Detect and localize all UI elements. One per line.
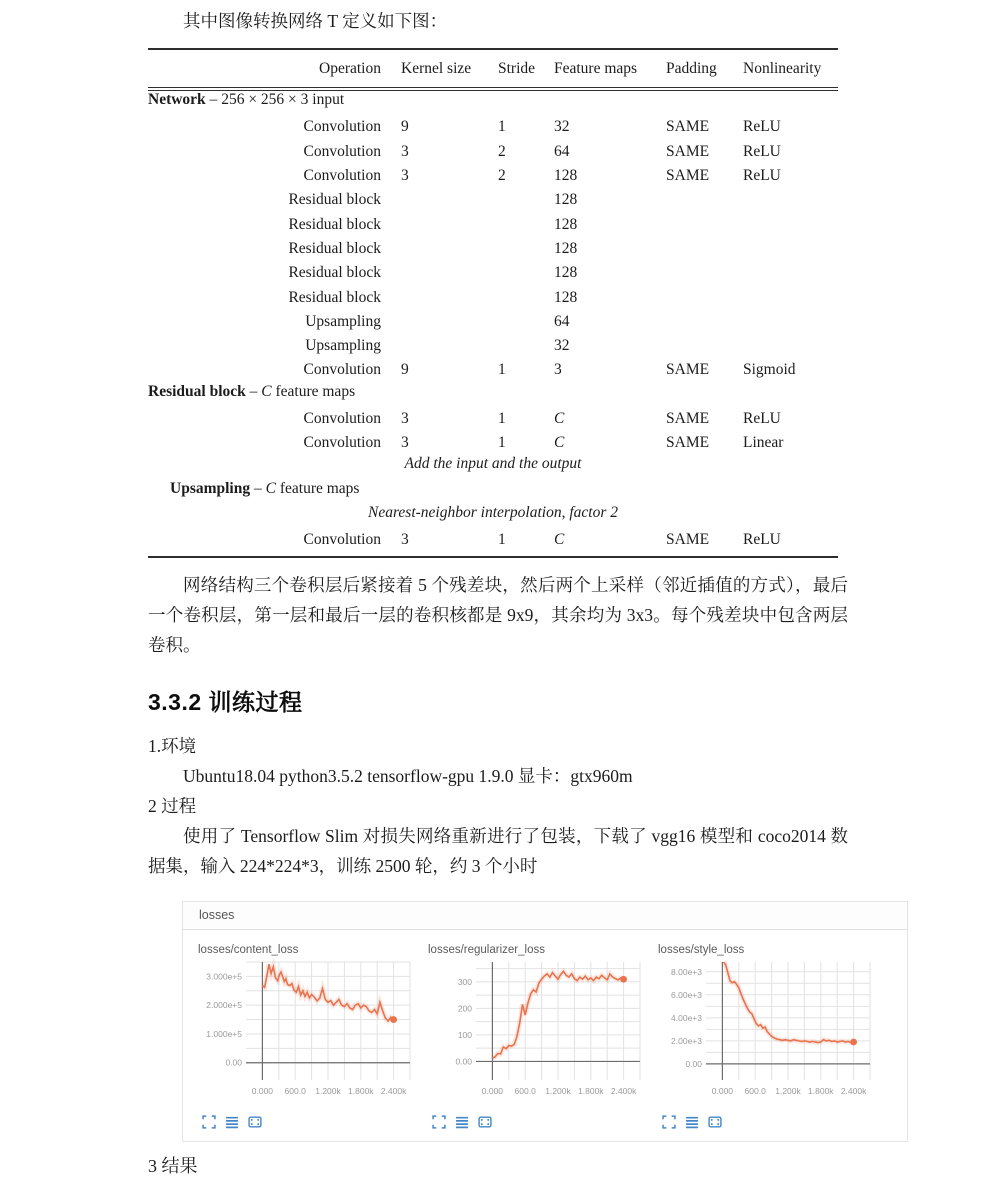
table-cell: Linear [743,434,784,452]
table-cell: 3 [554,361,562,379]
svg-text:1.800k: 1.800k [348,1085,374,1096]
table-header-cell: Padding [666,59,717,77]
table-cell: 32 [554,337,570,355]
table-section-row: Upsampling – C feature maps [170,479,360,497]
table-cell: Convolution [303,118,381,136]
table-cell: 128 [554,191,578,209]
table-cell: 3 [401,531,409,549]
svg-text:8.00e+3: 8.00e+3 [671,966,702,977]
table-cell: SAME [666,434,710,452]
table-cell: ReLU [743,142,781,160]
svg-text:600.0: 600.0 [514,1085,536,1096]
fit-domain-icon[interactable] [248,1115,262,1129]
loss-line-chart [426,958,646,1106]
table-row [148,431,838,455]
environment-label: 1.环境 [148,735,197,756]
svg-text:6.00e+3: 6.00e+3 [671,989,702,1000]
loss-line-chart [656,958,876,1106]
table-cell: Convolution [303,167,381,185]
table-cell: 128 [554,264,578,282]
table-header-cell: Nonlinearity [743,59,822,77]
table-section-row: Network – 256 × 256 × 3 input [148,91,345,108]
network-architecture-table [148,48,838,558]
last-point-marker [390,1016,397,1023]
environment-detail: Ubuntu18.04 python3.5.2 tensorflow-gpu 1.9.0 显卡：gtx960m [183,765,633,786]
chart-title: losses/regularizer_loss [428,943,545,956]
svg-text:600.0: 600.0 [744,1085,766,1096]
table-cell: Convolution [303,361,381,379]
svg-text:100: 100 [457,1029,472,1040]
table-cell: ReLU [743,118,781,136]
table-row [148,115,838,139]
svg-text:2.400k: 2.400k [610,1085,637,1096]
tensorboard-chart-cards [183,930,907,1141]
svg-text:2.000e+5: 2.000e+5 [206,999,242,1010]
table-cell: Residual block [288,288,381,306]
svg-text:1.000e+5: 1.000e+5 [206,1028,242,1039]
table-row [148,188,838,212]
table-cell: 64 [554,142,570,160]
fit-domain-icon[interactable] [708,1115,722,1129]
table-row [148,164,838,188]
table-cell: ReLU [743,410,781,427]
svg-text:0.00: 0.00 [455,1056,472,1067]
table-cell: 128 [554,288,578,306]
table-cell: 2 [498,167,506,185]
svg-text:2.400k: 2.400k [380,1085,407,1096]
table-cell: Convolution [303,410,381,427]
table-cell: 128 [554,215,578,233]
table-row [148,407,838,431]
table-cell: C [554,531,565,549]
table-section-row: Residual block – C feature maps [148,382,356,400]
toggle-runs-icon[interactable] [225,1115,239,1129]
table-row [148,528,838,552]
tensorboard-chart-card [426,940,656,1135]
svg-text:0.000: 0.000 [481,1085,504,1096]
svg-text:0.000: 0.000 [251,1085,274,1096]
svg-text:1.200k: 1.200k [775,1085,801,1096]
table-header-row [148,50,838,87]
table-cell: 64 [554,312,570,330]
tensorboard-panel-header[interactable]: losses [183,902,907,930]
expand-icon[interactable] [202,1115,216,1129]
table-header-cell: Stride [498,59,536,77]
table-row [148,261,838,285]
intro-text: 其中图像转换网络 T 定义如下图： [183,11,448,31]
table-row [148,237,838,261]
table-cell: Residual block [288,264,381,282]
tensorboard-losses-panel [182,901,908,1142]
section-heading-332: 3.3.2 训练过程 [148,688,303,715]
table-cell: Residual block [288,191,381,209]
table-cell: Residual block [288,239,381,257]
table-cell: 1 [498,531,506,549]
expand-icon[interactable] [662,1115,676,1129]
table-note-row: Nearest-neighbor interpolation, factor 2 [368,504,618,522]
expand-icon[interactable] [432,1115,446,1129]
table-header-cell: Kernel size [401,59,472,77]
table-header-cell: Feature maps [554,59,638,77]
table-cell: SAME [666,361,710,379]
tensorboard-chart-card [196,940,426,1135]
svg-text:600.0: 600.0 [284,1085,306,1096]
chart-toolbar [426,1111,656,1135]
training-description-paragraph: 使用了 Tensorflow Slim 对损失网络重新进行了包装，下载了 vgg16 模型和 coco2014 数据集，输入 224*224*3，训练 2500 轮，约 3 个小时 [148,825,848,876]
table-cell: 2 [498,142,506,160]
table-cell: SAME [666,531,710,549]
svg-text:2.00e+3: 2.00e+3 [671,1035,702,1046]
table-note-row: Add the input and the output [404,455,582,473]
svg-text:300: 300 [457,976,472,987]
tensorboard-chart-card [656,940,886,1135]
table-cell: 3 [401,434,409,452]
network-description-paragraph: 网络结构三个卷积层后紧接着 5 个残差块，然后两个上采样（邻近插值的方式），最后一个卷积层，第一层和最后一层的卷积核都是 9x9，其余均为 3x3。每个残差块中包含两层卷积。 [148,574,848,655]
loss-line-chart [196,958,416,1106]
chart-toolbar [196,1111,426,1135]
table-cell: 128 [554,239,578,257]
table-cell: 3 [401,142,409,160]
toggle-runs-icon[interactable] [685,1115,699,1129]
svg-text:2.400k: 2.400k [840,1085,867,1096]
table-row [148,285,838,309]
table-row [148,358,838,382]
table-cell: SAME [666,142,710,160]
table-cell: Convolution [303,434,381,452]
svg-text:1.800k: 1.800k [808,1085,834,1096]
table-row [148,334,838,358]
table-cell: 1 [498,434,506,452]
table-cell: Upsampling [305,312,381,330]
fit-domain-icon[interactable] [478,1115,492,1129]
svg-text:0.00: 0.00 [225,1057,242,1068]
table-row [148,212,838,236]
table-cell: 3 [401,167,409,185]
svg-text:0.00: 0.00 [685,1058,702,1069]
table-cell: Upsampling [305,337,381,355]
table-cell: C [554,434,565,452]
table-cell: ReLU [743,167,781,185]
chart-title: losses/style_loss [658,943,745,956]
last-point-marker [850,1038,857,1045]
table-cell: ReLU [743,531,781,549]
table-cell: 9 [401,118,409,136]
table-cell: Convolution [303,531,381,549]
svg-text:0.000: 0.000 [711,1085,734,1096]
svg-text:1.200k: 1.200k [315,1085,341,1096]
table-cell: 1 [498,361,506,379]
table-cell: Residual block [288,215,381,233]
table-row [148,310,838,334]
svg-text:200: 200 [457,1003,472,1014]
process-label: 2 过程 [148,795,197,816]
svg-text:1.800k: 1.800k [578,1085,604,1096]
table-cell: Sigmoid [743,361,796,379]
table-cell: SAME [666,167,710,185]
table-cell: 1 [498,118,506,136]
table-cell: SAME [666,410,710,427]
table-bottom-rule [148,556,838,558]
table-cell: 9 [401,361,409,379]
results-label: 3 结果 [148,1155,198,1176]
svg-text:4.00e+3: 4.00e+3 [671,1012,702,1023]
chart-title: losses/content_loss [198,943,299,956]
chart-toolbar [656,1111,886,1135]
table-row [148,140,838,164]
toggle-runs-icon[interactable] [455,1115,469,1129]
last-point-marker [620,975,627,982]
table-cell: Convolution [303,142,381,160]
svg-text:1.200k: 1.200k [545,1085,571,1096]
table-cell: C [554,410,565,427]
table-cell: SAME [666,118,710,136]
table-cell: 128 [554,167,578,185]
table-header-cell: Operation [319,59,381,77]
table-cell: 32 [554,118,570,136]
table-cell: 3 [401,410,409,427]
table-cell: 1 [498,410,506,427]
svg-text:3.000e+5: 3.000e+5 [206,971,242,982]
